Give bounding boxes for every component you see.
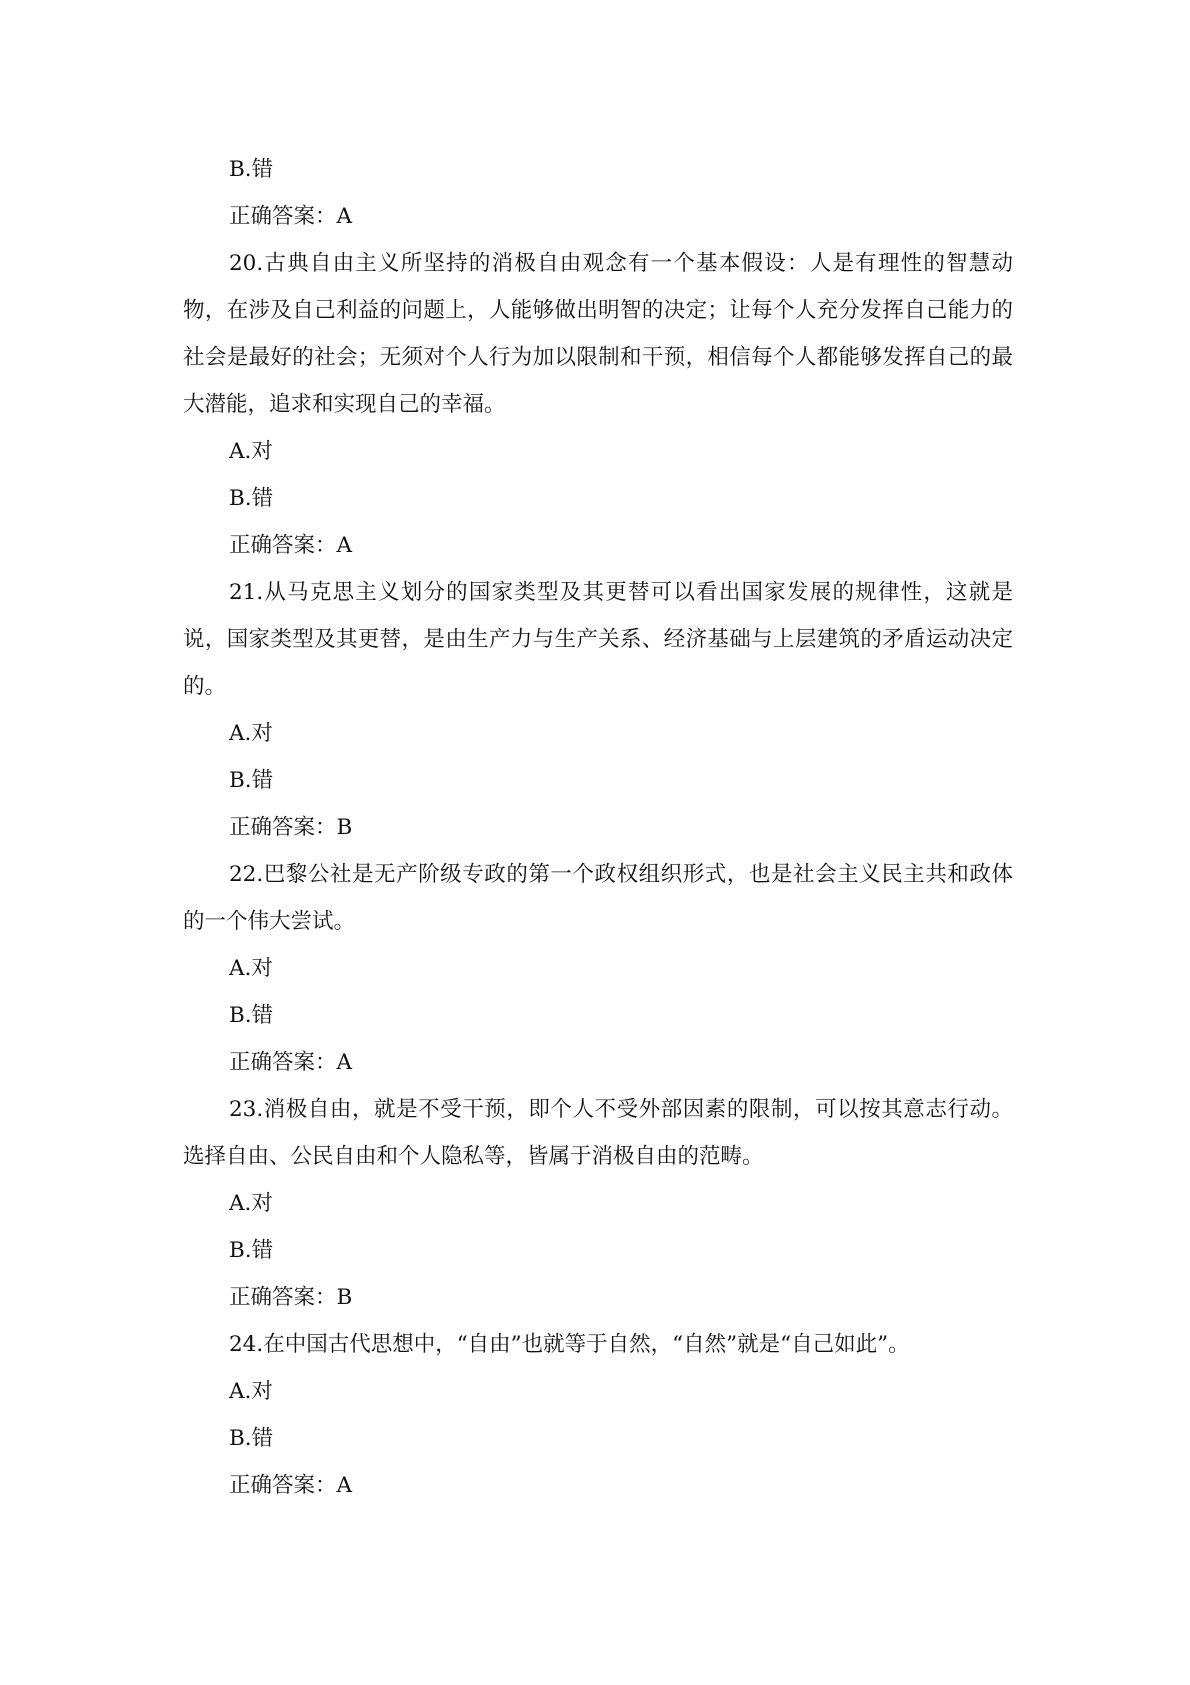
option-b: B.错 xyxy=(229,1003,274,1028)
question-text: 22.巴黎公社是无产阶级专政的第一个政权组织形式，也是社会主义民主共和政体的一个伟大尝试。 xyxy=(183,862,1013,934)
option-b: B.错 xyxy=(229,1426,274,1451)
option-a: A.对 xyxy=(229,956,273,981)
question-23 xyxy=(183,1086,1013,1321)
option-b-top: B.错 xyxy=(229,157,274,182)
correct-answer: 正确答案：B xyxy=(229,815,353,840)
question-text: 21.从马克思主义划分的国家类型及其更替可以看出国家发展的规律性，这就是说，国家类型及其更替，是由生产力与生产关系、经济基础与上层建筑的矛盾运动决定的。 xyxy=(183,580,1013,699)
question-24 xyxy=(183,1321,1013,1509)
option-a: A.对 xyxy=(229,721,273,746)
option-a: A.对 xyxy=(229,1379,273,1404)
correct-answer: 正确答案：B xyxy=(229,1285,353,1310)
answer-top: 正确答案：A xyxy=(229,204,353,229)
question-text: 24.在中国古代思想中，“自由”也就等于自然，“自然”就是“自己如此”。 xyxy=(229,1332,910,1357)
option-a: A.对 xyxy=(229,439,273,464)
option-a: A.对 xyxy=(229,1191,273,1216)
correct-answer: 正确答案：A xyxy=(229,1473,353,1498)
correct-answer: 正确答案：A xyxy=(229,533,353,558)
document-body xyxy=(183,146,1013,1509)
option-b: B.错 xyxy=(229,768,274,793)
correct-answer: 正确答案：A xyxy=(229,1050,353,1075)
question-text: 23.消极自由，就是不受干预，即个人不受外部因素的限制，可以按其意志行动。选择自由、公民自由和个人隐私等，皆属于消极自由的范畴。 xyxy=(183,1097,1013,1169)
question-22 xyxy=(183,851,1013,1086)
option-b: B.错 xyxy=(229,1238,274,1263)
question-20 xyxy=(183,240,1013,569)
question-21 xyxy=(183,569,1013,851)
question-text: 20.古典自由主义所坚持的消极自由观念有一个基本假设：人是有理性的智慧动物，在涉及自己利益的问题上，人能够做出明智的决定；让每个人充分发挥自己能力的社会是最好的社会；无须对个人行为加以限制和干预，相信每个人都能够发挥自己的最大潜能，追求和实现自己的幸福。 xyxy=(183,251,1013,417)
option-b: B.错 xyxy=(229,486,274,511)
